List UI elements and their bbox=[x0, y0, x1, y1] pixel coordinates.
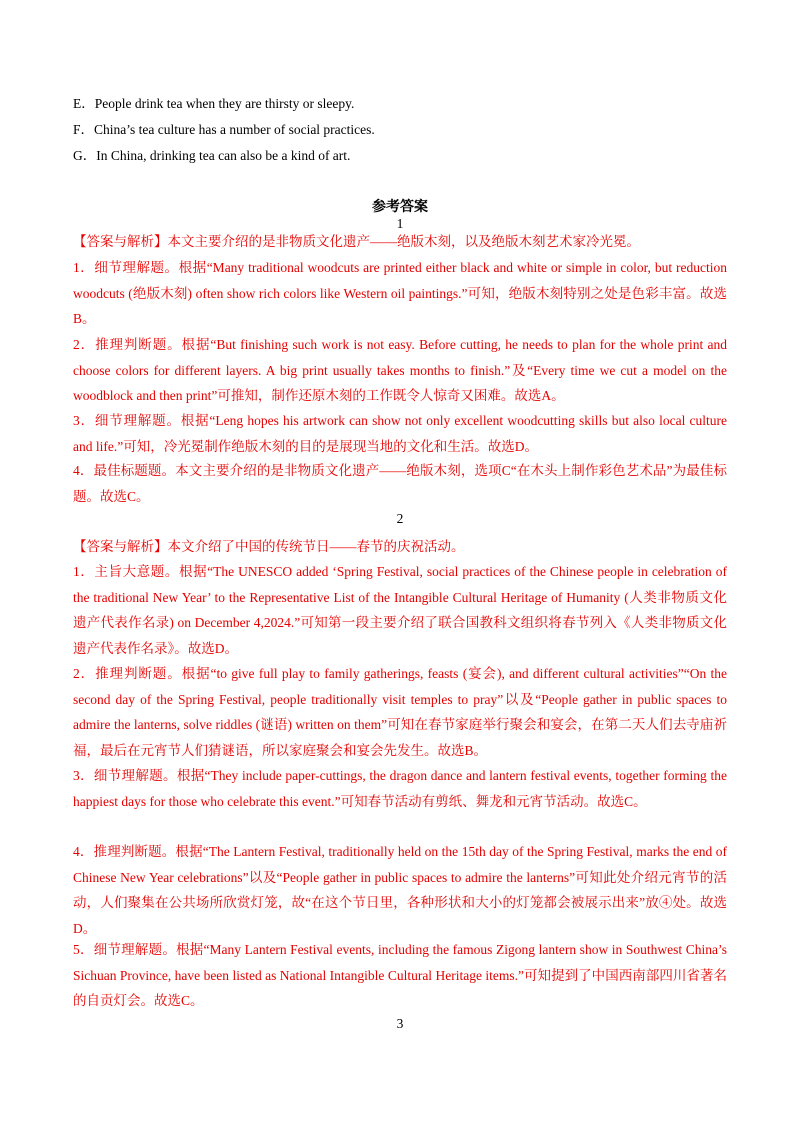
option-g: G．In China, drinking tea can also be a kind of art. bbox=[73, 148, 351, 163]
passage1-q1: 1．细节理解题。根据“Many traditional woodcuts are printed either black and white or simple in color, but reduction woodcuts (绝版木刻) often show rich colors like Western oil paintings.”可知，绝版木刻特别之处是色彩丰富。故选B。 bbox=[73, 260, 727, 326]
passage1-intro: 【答案与解析】本文主要介绍的是非物质文化遗产——绝版木刻，以及绝版木刻艺术家冷光冕。 bbox=[73, 234, 640, 249]
passage2-q3: 3．细节理解题。根据“They include paper-cuttings, the dragon dance and lantern festival events, together forming the happiest days for those who celebrate this event.”可知春节活动有剪纸、舞龙和元宵节活动。故选C。 bbox=[73, 768, 727, 809]
passage2-q2: 2．推理判断题。根据“to give full play to family gatherings, feasts (宴会), and different cultural activities”“On the second day of the Spring Festival, people traditionally visit temples to pray”以及“People gather in public spaces to admire the lanterns, solve riddles (谜语) written on them”可知在春节家庭举行聚会和宴会，在第二天人们去寺庙祈福，最后在元宵节人们猜谜语，所以家庭聚会和宴会先发生。故选B。 bbox=[73, 666, 727, 758]
passage1-q2: 2．推理判断题。根据“But finishing such work is not easy. Before cutting, he needs to plan for the whole print and choose colors for different layers. A big print usually takes months to finish.”及“Every time we cut a model on the woodblock and then print”可推知，制作还原木刻的工作既令人惊奇又困难。故选A。 bbox=[73, 337, 727, 403]
option-f: F．China’s tea culture has a number of social practices. bbox=[73, 122, 375, 137]
passage1-q4: 4．最佳标题题。本文主要介绍的是非物质文化遗产——绝版木刻，选项C“在木头上制作彩色艺术品”为最佳标题。故选C。 bbox=[73, 463, 727, 504]
answers-title: 参考答案 bbox=[372, 200, 428, 215]
page-number-2: 2 bbox=[396, 511, 404, 526]
passage1-q3: 3．细节理解题。根据“Leng hopes his artwork can show not only excellent woodcutting skills but also local culture and life.”可知，冷光冕制作绝版木刻的目的是展现当地的文化和生活。故选D。 bbox=[73, 413, 727, 454]
page-number-3: 3 bbox=[396, 1016, 404, 1031]
passage2-q4: 4．推理判断题。根据“The Lantern Festival, traditionally held on the 15th day of the Spring Festival, marks the end of Chinese New Year celebrations”以及“People gather in public spaces to admire the lanterns”可知此处介绍元宵节的活动，人们聚集在公共场所欣赏灯笼，故“在这个节日里，各种形状和大小的灯笼都会被展示出来”放④处。故选D。 bbox=[73, 844, 727, 936]
option-e: E．People drink tea when they are thirsty or sleepy. bbox=[73, 96, 355, 111]
passage2-q5: 5．细节理解题。根据“Many Lantern Festival events, including the famous Zigong lantern show in Southwest China’s Sichuan Province, have been listed as National Intangible Cultural Heritage items.”可知提到了中国西南部四川省著名的自贡灯会。故选C。 bbox=[73, 942, 727, 1008]
page-number-1: 1 bbox=[396, 216, 404, 231]
passage2-intro: 【答案与解析】本文介绍了中国的传统节日——春节的庆祝活动。 bbox=[73, 539, 465, 554]
passage2-q1: 1．主旨大意题。根据“The UNESCO added ‘Spring Festival, social practices of the Chinese people in celebration of the traditional New Year’ to the Representative List of the Intangible Cultural Heritage of Humanity (人类非物质文化遗产代表作名录) on December 4,2024.”可知第一段主要介绍了联合国教科文组织将春节列入《人类非物质文化遗产代表作名录》。故选D。 bbox=[73, 564, 727, 656]
